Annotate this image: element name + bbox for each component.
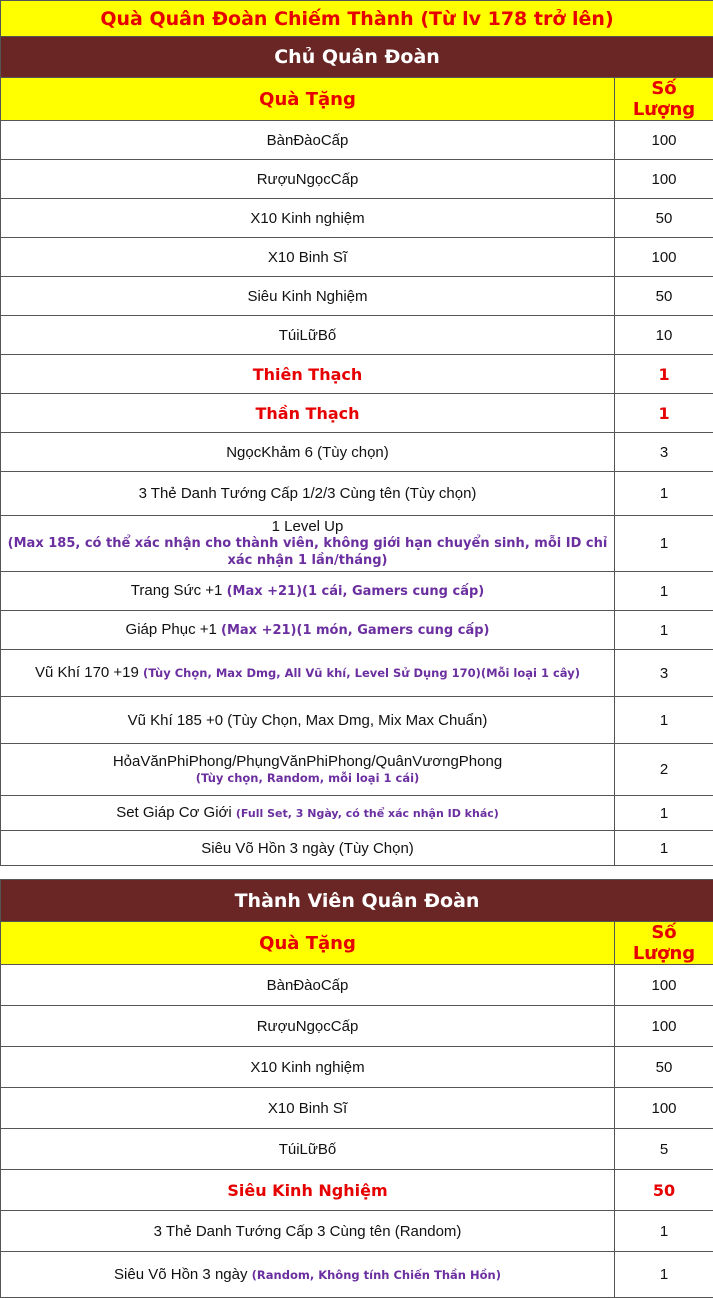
gift-quantity: 50: [615, 277, 713, 316]
section-title: Chủ Quân Đoàn: [1, 37, 713, 78]
section-header-row: [1, 880, 713, 922]
gift-quantity: 1: [615, 1211, 713, 1252]
gift-note: (Max 185, có thể xác nhận cho thành viên, không giới hạn chuyển sinh, mỗi ID chỉ xác nhận 1 lần/tháng): [5, 535, 610, 569]
gift-name: 3 Thẻ Danh Tướng Cấp 3 Cùng tên (Random): [1, 1211, 615, 1252]
gift-name: Vũ Khí 185 +0 (Tùy Chọn, Max Dmg, Mix Max Chuẩn): [1, 697, 615, 744]
table-row: [1, 1006, 713, 1047]
gift-name: TúiLữBố: [1, 316, 615, 355]
section-title: Thành Viên Quân Đoàn: [1, 880, 713, 922]
gift-name: NgọcKhảm 6 (Tùy chọn): [1, 433, 615, 472]
gift-quantity: 1: [615, 1252, 713, 1298]
gift-name: Siêu Kinh Nghiệm: [1, 277, 615, 316]
table-row: [1, 472, 713, 516]
gift-name: Siêu Kinh Nghiệm: [1, 1170, 615, 1211]
gift-name: BànĐàoCấp: [1, 121, 615, 160]
gift-name: Thiên Thạch: [1, 355, 615, 394]
gift-quantity: 1: [615, 697, 713, 744]
gift-note: (Tùy chọn, Random, mỗi loại 1 cái): [5, 770, 610, 787]
table-row: [1, 277, 713, 316]
table-row-highlight: [1, 355, 713, 394]
gift-note: (Max +21)(1 cái, Gamers cung cấp): [227, 584, 485, 599]
table-row: [1, 744, 713, 796]
table-row: [1, 316, 713, 355]
gift-quantity: 100: [615, 965, 713, 1006]
column-header-row: [1, 922, 713, 965]
title-row: [1, 1, 713, 37]
gift-name: Vũ Khí 170 +19: [35, 664, 139, 681]
gift-cell: [1, 796, 615, 831]
table-row: [1, 831, 713, 866]
column-header-quantity: Số Lượng: [615, 78, 713, 121]
table-row-highlight: [1, 394, 713, 433]
table-row: [1, 611, 713, 650]
table-row: [1, 796, 713, 831]
table-row: [1, 433, 713, 472]
table-row: [1, 650, 713, 697]
member-gift-table: [0, 879, 713, 1298]
gift-name: X10 Binh Sĩ: [1, 1088, 615, 1129]
gift-quantity: 50: [615, 1170, 713, 1211]
gift-name: HỏaVănPhiPhong/PhụngVănPhiPhong/QuânVươngPhong: [5, 753, 610, 770]
gift-quantity: 100: [615, 238, 713, 277]
gift-name: X10 Kinh nghiệm: [1, 199, 615, 238]
table-row: [1, 1088, 713, 1129]
table-row: [1, 1047, 713, 1088]
gift-quantity: 50: [615, 199, 713, 238]
gift-name: RượuNgọcCấp: [1, 160, 615, 199]
table-row: [1, 965, 713, 1006]
table-row: [1, 697, 713, 744]
gift-name: Trang Sức +1: [131, 582, 223, 599]
gift-quantity: 1: [615, 796, 713, 831]
gift-cell: [1, 744, 615, 796]
gift-quantity: 100: [615, 1006, 713, 1047]
table-row: [1, 516, 713, 572]
gift-quantity: 5: [615, 1129, 713, 1170]
gift-quantity: 100: [615, 1088, 713, 1129]
gift-name: 1 Level Up: [5, 518, 610, 535]
gift-name: Giáp Phục +1: [126, 621, 217, 638]
gift-name: TúiLữBố: [1, 1129, 615, 1170]
column-header-gift: Quà Tặng: [1, 78, 615, 121]
gift-quantity: 1: [615, 831, 713, 866]
table-row: [1, 199, 713, 238]
gift-quantity: 2: [615, 744, 713, 796]
table-row: [1, 121, 713, 160]
table-row-highlight: [1, 1170, 713, 1211]
gift-note: (Max +21)(1 món, Gamers cung cấp): [221, 623, 489, 638]
gift-quantity: 1: [615, 516, 713, 572]
table-row: [1, 238, 713, 277]
table-row: [1, 1211, 713, 1252]
gift-name: X10 Binh Sĩ: [1, 238, 615, 277]
gift-cell: [1, 611, 615, 650]
gift-note: (Tùy Chọn, Max Dmg, All Vũ khí, Level Sử Dụng 170)(Mỗi loại 1 cây): [143, 666, 580, 680]
table-row: [1, 572, 713, 611]
gift-name: Set Giáp Cơ Giới: [116, 804, 232, 821]
gift-name: X10 Kinh nghiệm: [1, 1047, 615, 1088]
gift-quantity: 10: [615, 316, 713, 355]
gift-quantity: 1: [615, 394, 713, 433]
page-title: Quà Quân Đoàn Chiếm Thành (Từ lv 178 trở lên): [1, 1, 713, 37]
gift-quantity: 3: [615, 433, 713, 472]
gift-name: BànĐàoCấp: [1, 965, 615, 1006]
gift-cell: [1, 572, 615, 611]
section-header-row: [1, 37, 713, 78]
gift-name: Siêu Võ Hồn 3 ngày (Tùy Chọn): [1, 831, 615, 866]
gift-note: (Full Set, 3 Ngày, có thể xác nhận ID khác): [236, 807, 499, 820]
gift-quantity: 100: [615, 121, 713, 160]
gift-quantity: 1: [615, 611, 713, 650]
table-row: [1, 160, 713, 199]
gift-note: (Random, Không tính Chiến Thần Hồn): [252, 1268, 501, 1282]
gift-name: Siêu Võ Hồn 3 ngày: [114, 1266, 247, 1283]
gift-cell: [1, 516, 615, 572]
gift-quantity: 50: [615, 1047, 713, 1088]
gift-quantity: 1: [615, 572, 713, 611]
gift-name: Thần Thạch: [1, 394, 615, 433]
column-header-row: [1, 78, 713, 121]
gift-quantity: 1: [615, 472, 713, 516]
gift-quantity: 100: [615, 160, 713, 199]
column-header-gift: Quà Tặng: [1, 922, 615, 965]
gift-quantity: 1: [615, 355, 713, 394]
gift-quantity: 3: [615, 650, 713, 697]
column-header-quantity: Số Lượng: [615, 922, 713, 965]
gift-name: RượuNgọcCấp: [1, 1006, 615, 1047]
gift-name: 3 Thẻ Danh Tướng Cấp 1/2/3 Cùng tên (Tùy chọn): [1, 472, 615, 516]
table-row: [1, 1129, 713, 1170]
gift-cell: [1, 650, 615, 697]
